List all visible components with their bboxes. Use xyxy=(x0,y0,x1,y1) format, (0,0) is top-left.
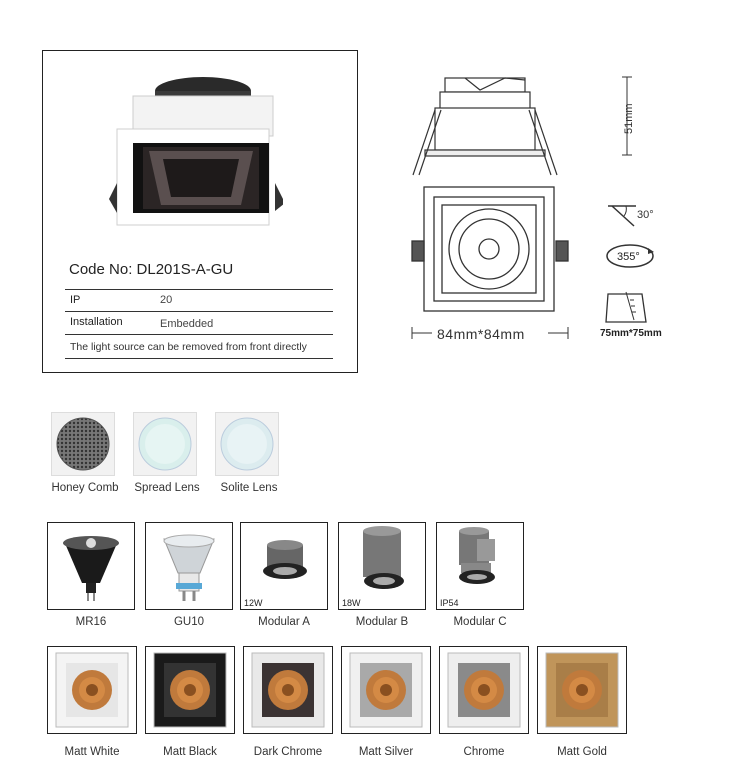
finish-swatch xyxy=(439,646,529,734)
honeycomb-lens-icon xyxy=(52,413,114,475)
solite-lens-icon xyxy=(216,413,278,475)
width-dimension: 84mm*84mm xyxy=(437,326,525,342)
light-source-mr16 xyxy=(47,522,135,610)
modular-b-module-icon xyxy=(339,523,425,609)
front-view-drawing xyxy=(410,185,570,315)
finish-label: Matt Gold xyxy=(557,746,607,758)
tilt-angle-value: 30° xyxy=(637,209,654,221)
light-source-gu10 xyxy=(145,522,233,610)
finish-swatch xyxy=(537,646,627,734)
cutout-icon xyxy=(604,290,648,326)
spec-note: The light source can be removed from front directly xyxy=(70,341,307,353)
mr16-lamp-icon xyxy=(48,523,134,609)
finish-label: Matt Black xyxy=(163,746,217,758)
spec-ip-value: 20 xyxy=(160,294,173,306)
spread-lens-thumbnail xyxy=(133,412,197,476)
spec-installation-value: Embedded xyxy=(160,318,214,330)
light-source-label: MR16 xyxy=(75,616,107,628)
product-code-title: Code No: DL201S-A-GU xyxy=(69,261,234,278)
modular-a-module-icon xyxy=(241,523,327,609)
finish-label: Dark Chrome xyxy=(253,746,323,758)
finish-label: Chrome xyxy=(463,746,505,758)
finish-label: Matt Silver xyxy=(358,746,414,758)
finish-label: Matt White xyxy=(64,746,120,758)
accessory-label: Honey Comb xyxy=(51,482,119,494)
spec-ip-label: IP xyxy=(70,294,81,306)
cutout-size: 75mm*75mm xyxy=(600,328,662,339)
accessory-label: Spread Lens xyxy=(134,482,200,494)
gu10-lamp-icon xyxy=(146,523,232,609)
light-source-modular-c xyxy=(436,522,524,610)
accessory-label: Solite Lens xyxy=(220,482,278,494)
height-dimension: 51mm xyxy=(623,103,635,134)
spread-lens-icon xyxy=(134,413,196,475)
solite-lens-thumbnail xyxy=(215,412,279,476)
spec-divider xyxy=(65,358,333,359)
spec-divider xyxy=(65,289,333,290)
finish-preview-icon xyxy=(146,647,234,733)
finish-preview-icon xyxy=(538,647,626,733)
light-source-modular-a xyxy=(240,522,328,610)
downlight-product-photo xyxy=(103,71,283,231)
finish-swatch xyxy=(47,646,137,734)
honeycomb-thumbnail xyxy=(51,412,115,476)
finish-swatch xyxy=(341,646,431,734)
module-power: 12W xyxy=(244,598,263,608)
finish-swatch xyxy=(243,646,333,734)
module-power: 18W xyxy=(342,598,361,608)
spec-installation-label: Installation xyxy=(70,316,123,328)
tilt-angle-icon xyxy=(606,200,640,230)
spec-divider xyxy=(65,311,333,312)
module-rating: IP54 xyxy=(440,598,459,608)
finish-swatch xyxy=(145,646,235,734)
finish-preview-icon xyxy=(440,647,528,733)
finish-preview-icon xyxy=(244,647,332,733)
rotation-value: 355° xyxy=(617,251,640,263)
light-source-label: GU10 xyxy=(173,616,205,628)
side-view-drawing xyxy=(405,70,565,180)
light-source-label: Modular B xyxy=(355,616,409,628)
light-source-label: Modular A xyxy=(258,616,310,628)
light-source-modular-b xyxy=(338,522,426,610)
finish-preview-icon xyxy=(48,647,136,733)
spec-divider xyxy=(65,334,333,335)
finish-preview-icon xyxy=(342,647,430,733)
light-source-label: Modular C xyxy=(453,616,507,628)
modular-c-module-icon xyxy=(437,523,523,609)
product-card xyxy=(42,50,358,373)
